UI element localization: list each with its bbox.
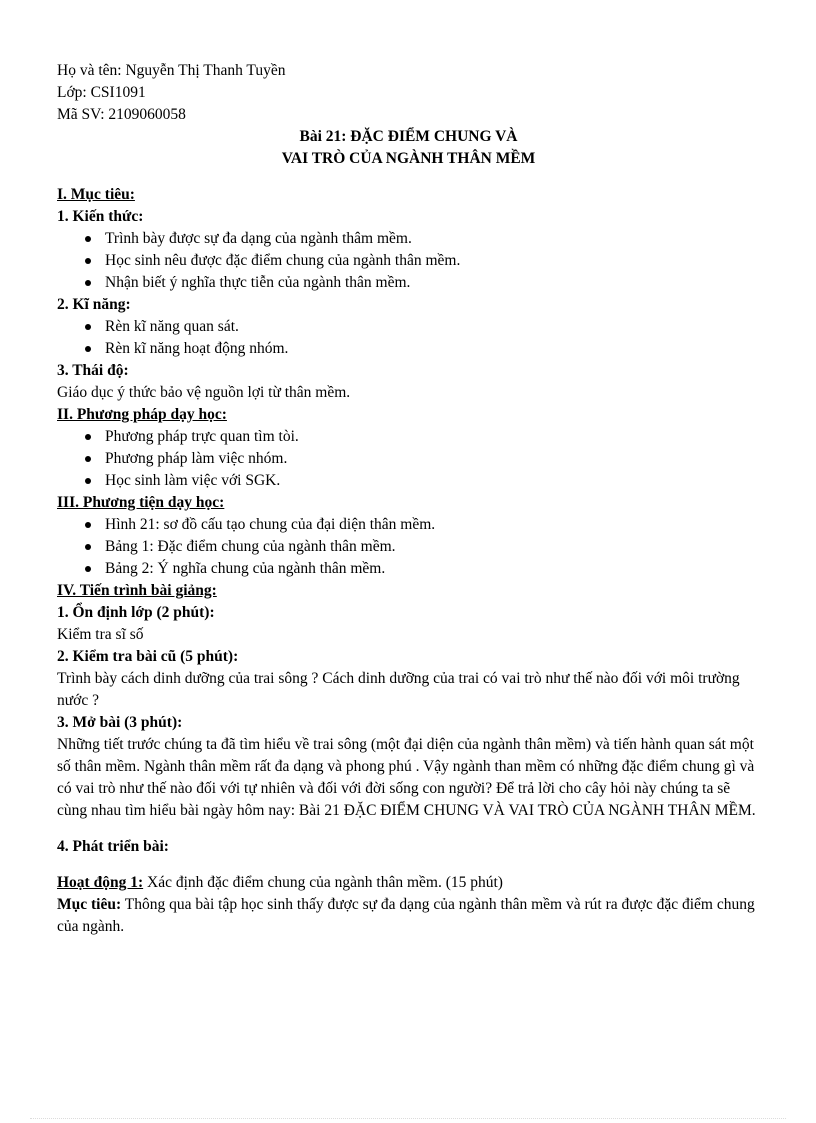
list-item: Nhận biết ý nghĩa thực tiễn của ngành thân mềm.: [81, 272, 757, 294]
step1-text: Kiểm tra sĩ số: [57, 626, 144, 643]
step4-heading: 4. Phát triển bài:: [57, 838, 169, 855]
step2-text: Trình bày cách dinh dưỡng của trai sông ? Cách dinh dưỡng của trai có vai trò như thế nào đối với môi trường nước ?: [57, 670, 740, 709]
list-item: Hình 21: sơ đồ cấu tạo chung của đại diện thân mềm.: [81, 514, 757, 536]
list-item: Học sinh làm việc với SGK.: [81, 470, 757, 492]
student-class: Lớp: CSI1091: [57, 84, 146, 101]
document-page: [57, 60, 757, 938]
activity1-label: Hoạt động 1:: [57, 874, 144, 891]
attitude-heading: 3. Thái độ:: [57, 362, 129, 379]
list-item: Trình bày được sự đa dạng của ngành thâm mềm.: [81, 228, 757, 250]
step3-text: Những tiết trước chúng ta đã tìm hiểu về trai sông (một đại diện của ngành thân mềm) và tiến hành quan sát một số thân mềm. Ngành thân mềm rất đa dạng và phong phú . Vậy ngành than mềm có những đặc điểm chung gì và có vai trò như thế nào đối với tự nhiên và đối với đời sống con người? Để trả lời cho cây hỏi này chúng ta sẽ cùng nhau tìm hiểu bài ngày hôm nay: Bài 21 ĐẶC ĐIỂM CHUNG VÀ VAI TRÒ CỦA NGÀNH THÂN MỀM.: [57, 736, 756, 819]
skills-list: [57, 316, 757, 360]
methods-list: [57, 426, 757, 492]
list-item: Bảng 1: Đặc điểm chung của ngành thân mềm.: [81, 536, 757, 558]
section-methods-heading: II. Phương pháp dạy học:: [57, 406, 227, 423]
list-item: Bảng 2: Ý nghĩa chung của ngành thân mềm.: [81, 558, 757, 580]
step3-heading: 3. Mở bài (3 phút):: [57, 714, 183, 731]
step2-heading: 2. Kiểm tra bài cũ (5 phút):: [57, 648, 239, 665]
knowledge-heading: 1. Kiến thức:: [57, 208, 144, 225]
section-procedure-heading: IV. Tiến trình bài giảng:: [57, 582, 217, 599]
lesson-title-line2: VAI TRÒ CỦA NGÀNH THÂN MỀM: [281, 150, 536, 167]
activity1-line: [57, 872, 757, 894]
section-materials-heading: III. Phương tiện dạy học:: [57, 494, 225, 511]
knowledge-list: [57, 228, 757, 294]
student-name: Họ và tên: Nguyễn Thị Thanh Tuyền: [57, 62, 286, 79]
skills-heading: 2. Kĩ năng:: [57, 296, 131, 313]
list-item: Học sinh nêu được đặc điểm chung của ngành thân mềm.: [81, 250, 757, 272]
activity1-goal: [57, 894, 757, 938]
activity1-goal-label: Mục tiêu:: [57, 896, 122, 913]
activity1-goal-text: Thông qua bài tập học sinh thấy được sự đa dạng của ngành thân mềm và rút ra được đặc điểm chung của ngành.: [57, 896, 755, 935]
list-item: Phương pháp làm việc nhóm.: [81, 448, 757, 470]
lesson-title-line1: Bài 21: ĐẶC ĐIỂM CHUNG VÀ: [299, 128, 518, 145]
materials-list: [57, 514, 757, 580]
activity1-text: Xác định đặc điểm chung của ngành thân mềm. (15 phút): [143, 874, 503, 891]
list-item: Rèn kĩ năng hoạt động nhóm.: [81, 338, 757, 360]
attitude-text: Giáo dục ý thức bảo vệ nguồn lợi từ thân mềm.: [57, 384, 351, 401]
step1-heading: 1. Ổn định lớp (2 phút):: [57, 604, 215, 621]
list-item: Rèn kĩ năng quan sát.: [81, 316, 757, 338]
student-id: Mã SV: 2109060058: [57, 106, 186, 123]
page-bottom-edge: [30, 1118, 786, 1119]
list-item: Phương pháp trực quan tìm tòi.: [81, 426, 757, 448]
section-objectives-heading: I. Mục tiêu:: [57, 186, 135, 203]
